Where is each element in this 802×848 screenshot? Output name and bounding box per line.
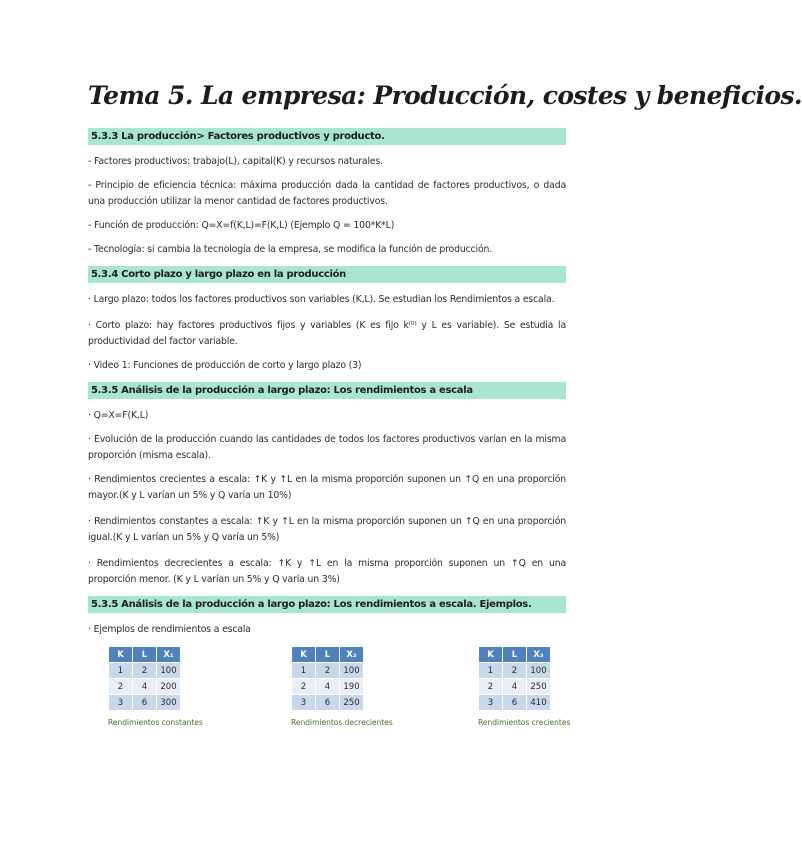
table-cell: 410 [527, 695, 551, 711]
table-row [292, 679, 364, 695]
table-cell: 250 [527, 679, 551, 695]
table-row [479, 663, 551, 679]
paragraph: · Corto plazo: hay factores productivos fijos y variables (K es fijo k⁽⁰⁾ y L es variable). Se estudia la productividad del factor variable. [88, 320, 566, 347]
table-increasing-returns [478, 646, 570, 727]
table-cell: 2 [479, 679, 503, 695]
table-cell: 1 [109, 663, 133, 679]
column-header: X₂ [340, 647, 364, 663]
table-cell: 4 [133, 679, 157, 695]
table-cell: 300 [157, 695, 181, 711]
table-row [292, 695, 364, 711]
table-row [479, 695, 551, 711]
column-header: L [133, 647, 157, 663]
table-row [109, 679, 181, 695]
section-heading: 5.3.5 Análisis de la producción a largo plazo: Los rendimientos a escala [88, 382, 566, 399]
paragraph: · Rendimientos decrecientes a escala: ↑K y ↑L en la misma proporción suponen un ↑Q en una proporción menor. (K y L varían un 5% y Q varía un 3%) [88, 558, 566, 585]
column-header: X₁ [157, 647, 181, 663]
table-cell: 1 [479, 663, 503, 679]
table-cell: 250 [340, 695, 364, 711]
table-row [479, 679, 551, 695]
column-header: L [503, 647, 527, 663]
data-table [478, 646, 551, 711]
table-cell: 3 [109, 695, 133, 711]
column-header: L [316, 647, 340, 663]
column-header: X₃ [527, 647, 551, 663]
table-caption: Rendimientos decrecientes [291, 718, 393, 727]
table-cell: 2 [133, 663, 157, 679]
table-cell: 4 [316, 679, 340, 695]
table-cell: 6 [503, 695, 527, 711]
table-caption: Rendimientos constantes [108, 718, 203, 727]
table-row [109, 663, 181, 679]
paragraph: · Rendimientos constantes a escala: ↑K y ↑L en la misma proporción suponen un ↑Q en una proporción igual.(K y L varían un 5% y Q varía un 5%) [88, 516, 566, 543]
table-cell: 100 [157, 663, 181, 679]
data-table [291, 646, 364, 711]
paragraph: · Rendimientos crecientes a escala: ↑K y ↑L en la misma proporción suponen un ↑Q en una proporción mayor.(K y L varían un 5% y Q varía un 10%) [88, 474, 566, 501]
column-header: K [292, 647, 316, 663]
paragraph: · Q=X=F(K,L) [88, 410, 149, 421]
paragraph: · Evolución de la producción cuando las cantidades de todos los factores productivos varían en la misma proporción (misma escala). [88, 434, 566, 461]
table-cell: 3 [479, 695, 503, 711]
table-cell: 100 [340, 663, 364, 679]
section-heading: 5.3.4 Corto plazo y largo plazo en la producción [88, 266, 566, 283]
section-heading: 5.3.3 La producción> Factores productivos y producto. [88, 128, 566, 145]
column-header: K [479, 647, 503, 663]
table-cell: 4 [503, 679, 527, 695]
table-caption: Rendimientos crecientes [478, 718, 571, 727]
table-cell: 190 [340, 679, 364, 695]
paragraph: · Ejemplos de rendimientos a escala [88, 624, 251, 635]
table-cell: 200 [157, 679, 181, 695]
table-row [109, 695, 181, 711]
page-title: Tema 5. La empresa: Producción, costes y beneficios. [88, 81, 802, 110]
paragraph: - Principio de eficiencia técnica: máxima producción dada la cantidad de factores productivos, o dada una producción utilizar la menor cantidad de factores productivos. [88, 180, 566, 207]
document-page [88, 78, 802, 746]
table-cell: 2 [292, 679, 316, 695]
table-cell: 2 [503, 663, 527, 679]
table-cell: 1 [292, 663, 316, 679]
table-decreasing-returns [291, 646, 393, 727]
table-cell: 2 [316, 663, 340, 679]
paragraph: - Función de producción: Q=X=f(K,L)=F(K,L) (Ejemplo Q = 100*K*L) [88, 220, 395, 231]
paragraph: · Largo plazo: todos los factores productivos son variables (K,L). Se estudian los Rendimientos a escala. [88, 294, 555, 305]
table-row [292, 663, 364, 679]
table-cell: 6 [133, 695, 157, 711]
paragraph: · Video 1: Funciones de producción de corto y largo plazo (3) [88, 360, 362, 371]
paragraph: - Factores productivos: trabajo(L), capital(K) y recursos naturales. [88, 156, 383, 167]
table-cell: 100 [527, 663, 551, 679]
table-cell: 2 [109, 679, 133, 695]
data-table [108, 646, 181, 711]
column-header: K [109, 647, 133, 663]
table-cell: 3 [292, 695, 316, 711]
paragraph: - Tecnología: si cambia la tecnología de la empresa, se modifica la función de producción. [88, 244, 493, 255]
section-heading: 5.3.5 Análisis de la producción a largo plazo: Los rendimientos a escala. Ejemplos. [88, 596, 566, 613]
table-constant-returns [108, 646, 203, 727]
table-cell: 6 [316, 695, 340, 711]
example-tables [88, 646, 571, 746]
